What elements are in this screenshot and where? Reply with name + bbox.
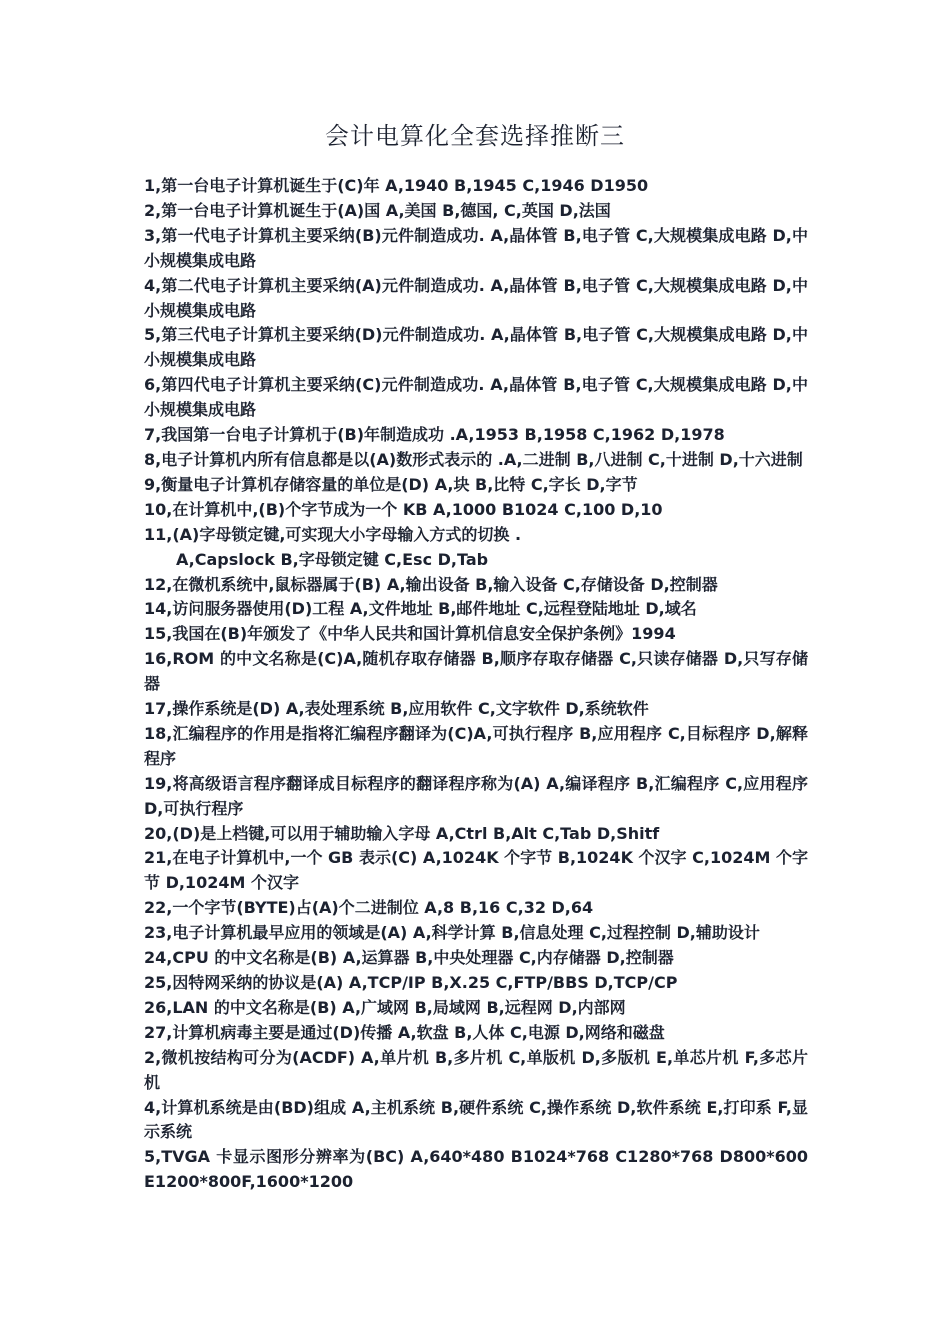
question-options: A,Capslock B,字母锁定键 C,Esc D,Tab — [176, 549, 489, 569]
question-item: 12,在微机系统中,鼠标器属于(B) A,输出设备 B,输入设备 C,存储设备 D,控制器 — [144, 574, 718, 594]
question-item: 2,第一台电子计算机诞生于(A)国 A,美国 B,德国, C,英国 D,法国 — [144, 200, 611, 220]
question-item: 19,将高级语言程序翻译成目标程序的翻译程序称为(A) A,编译程序 B,汇编程序 C,应用程序 D,可执行程序 — [144, 773, 808, 818]
question-item: 16,ROM 的中文名称是(C)A,随机存取存储器 B,顺序存取存储器 C,只读存储器 D,只写存储器 — [144, 649, 808, 694]
question-item: 24,CPU 的中文名称是(B) A,运算器 B,中央处理器 C,内存储器 D,控制器 — [144, 948, 674, 968]
question-item: 4,第二代电子计算机主要采纳(A)元件制造成功. A,晶体管 B,电子管 C,大规模集成电路 D,中小规模集成电路 — [144, 275, 808, 320]
question-item: 9,衡量电子计算机存储容量的单位是(D) A,块 B,比特 C,字长 D,字节 — [144, 474, 638, 494]
document-title: 会计电算化全套选择推断三 — [325, 122, 625, 150]
question-item: 5,第三代电子计算机主要采纳(D)元件制造成功. A,晶体管 B,电子管 C,大规模集成电路 D,中小规模集成电路 — [144, 325, 808, 370]
question-item: 22,一个字节(BYTE)占(A)个二进制位 A,8 B,16 C,32 D,64 — [144, 898, 594, 918]
question-item: 21,在电子计算机中,一个 GB 表示(C) A,1024K 个字节 B,1024K 个汉字 C,1024M 个字节 D,1024M 个汉字 — [144, 848, 808, 893]
question-item: 10,在计算机中,(B)个字节成为一个 KB A,1000 B1024 C,100 D,10 — [144, 499, 663, 519]
question-item: 25,因特网采纳的协议是(A) A,TCP/IP B,X.25 C,FTP/BBS D,TCP/CP — [144, 973, 678, 992]
question-item: 5,TVGA 卡显示图形分辨率为(BC) A,640*480 B1024*768 C1280*768 D800*600 E1200*800F,1600*1200 — [144, 1147, 808, 1192]
question-item: 18,汇编程序的作用是指将汇编程序翻译为(C)A,可执行程序 B,应用程序 C,目标程序 D,解释程序 — [144, 723, 808, 768]
question-item: 15,我国在(B)年颁发了《中华人民共和国计算机信息安全保护条例》1994 — [144, 624, 676, 644]
question-item: 26,LAN 的中文名称是(B) A,广域网 B,局域网 B,远程网 D,内部网 — [144, 997, 626, 1017]
question-item: 27,计算机病毒主要是通过(D)传播 A,软盘 B,人体 C,电源 D,网络和磁盘 — [144, 1022, 665, 1042]
question-item: 6,第四代电子计算机主要采纳(C)元件制造成功. A,晶体管 B,电子管 C,大规模集成电路 D,中小规模集成电路 — [144, 375, 808, 420]
question-item: 17,操作系统是(D) A,表处理系统 B,应用软件 C,文字软件 D,系统软件 — [144, 699, 649, 719]
question-item: 14,访问服务器使用(D)工程 A,文件地址 B,邮件地址 C,远程登陆地址 D,域名 — [144, 599, 697, 619]
question-item: 8,电子计算机内所有信息都是以(A)数形式表示的 .A,二进制 B,八进制 C,十进制 D,十六进制 — [144, 449, 803, 469]
question-item: 11,(A)字母锁定键,可实现大小字母输入方式的切换 . — [144, 524, 522, 544]
question-item: 20,(D)是上档键,可以用于辅助输入字母 A,Ctrl B,Alt C,Tab D,Shitf — [144, 823, 660, 843]
question-list — [144, 174, 808, 1195]
question-item: 7,我国第一台电子计算机于(B)年制造成功 .A,1953 B,1958 C,1962 D,1978 — [144, 425, 725, 445]
question-item: 3,第一代电子计算机主要采纳(B)元件制造成功. A,晶体管 B,电子管 C,大规模集成电路 D,中小规模集成电路 — [144, 225, 808, 270]
question-item: 2,微机按结构可分为(ACDF) A,单片机 B,多片机 C,单版机 D,多版机 E,单芯片机 F,多芯片机 — [144, 1047, 808, 1092]
question-item: 4,计算机系统是由(BD)组成 A,主机系统 B,硬件系统 C,操作系统 D,软件系统 E,打印系 F,显示系统 — [144, 1097, 808, 1142]
question-item: 1,第一台电子计算机诞生于(C)年 A,1940 B,1945 C,1946 D1950 — [144, 176, 649, 195]
question-item: 23,电子计算机最早应用的领域是(A) A,科学计算 B,信息处理 C,过程控制 D,辅助设计 — [144, 923, 760, 943]
